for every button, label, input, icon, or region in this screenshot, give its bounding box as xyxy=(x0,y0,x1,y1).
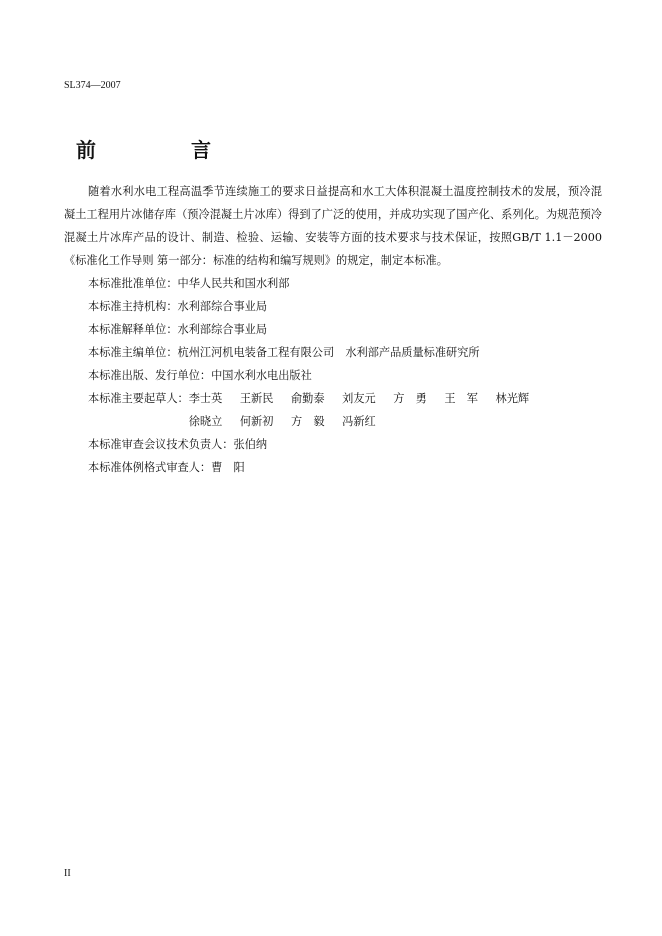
drafter-name: 林光辉 xyxy=(495,392,530,405)
drafters-list xyxy=(189,387,589,433)
drafter-name: 徐晓立 xyxy=(188,415,223,428)
chief-editor-units: 本标准主编单位：杭州江河机电装备工程有限公司 水利部产品质量标准研究所 xyxy=(88,346,480,359)
document-body xyxy=(64,180,602,479)
standard-number: SL374—2007 xyxy=(64,80,121,91)
approval-unit: 本标准批准单位：中华人民共和国水利部 xyxy=(88,277,290,290)
drafter-name: 王 军 xyxy=(444,392,478,405)
drafter-name: 方 毅 xyxy=(290,415,325,428)
drafters-label: 本标准主要起草人： xyxy=(88,392,189,405)
drafters-line xyxy=(64,387,602,433)
page-title: 前 言 xyxy=(76,138,255,162)
format-reviewer: 本标准体例格式审查人：曹 阳 xyxy=(88,461,245,474)
drafter-name: 何新初 xyxy=(239,415,274,428)
drafter-name: 刘友元 xyxy=(342,392,376,405)
drafter-name: 方 勇 xyxy=(393,392,427,405)
drafter-name: 王新民 xyxy=(239,392,274,405)
drafter-name: 冯新红 xyxy=(342,415,376,428)
intro-paragraph: 随着水利水电工程高温季节连续施工的要求日益提高和水工大体积混凝土温度控制技术的发展，预冷混凝土工程用片冰储存库（预冷混凝土片冰库）得到了广泛的使用，并成功实现了国产化、系列化。为规范预冷混凝土片冰库产品的设计、制造、检验、运输、安装等方面的技术要求与技术保证，按照GB/T 1.1－2000《标准化工作导则 第一部分：标准的结构和编写规则》的规定，制定本标准。 xyxy=(64,185,602,267)
drafter-name: 俞勤泰 xyxy=(290,392,325,405)
publisher-unit: 本标准出版、发行单位：中国水利水电出版社 xyxy=(88,369,312,382)
drafter-name: 李士英 xyxy=(188,392,223,405)
page-number: II xyxy=(64,868,71,879)
review-technical-lead: 本标准审查会议技术负责人：张伯纳 xyxy=(88,438,268,451)
interpretation-unit: 本标准解释单位：水利部综合事业局 xyxy=(88,323,268,336)
host-organization: 本标准主持机构：水利部综合事业局 xyxy=(88,300,268,313)
